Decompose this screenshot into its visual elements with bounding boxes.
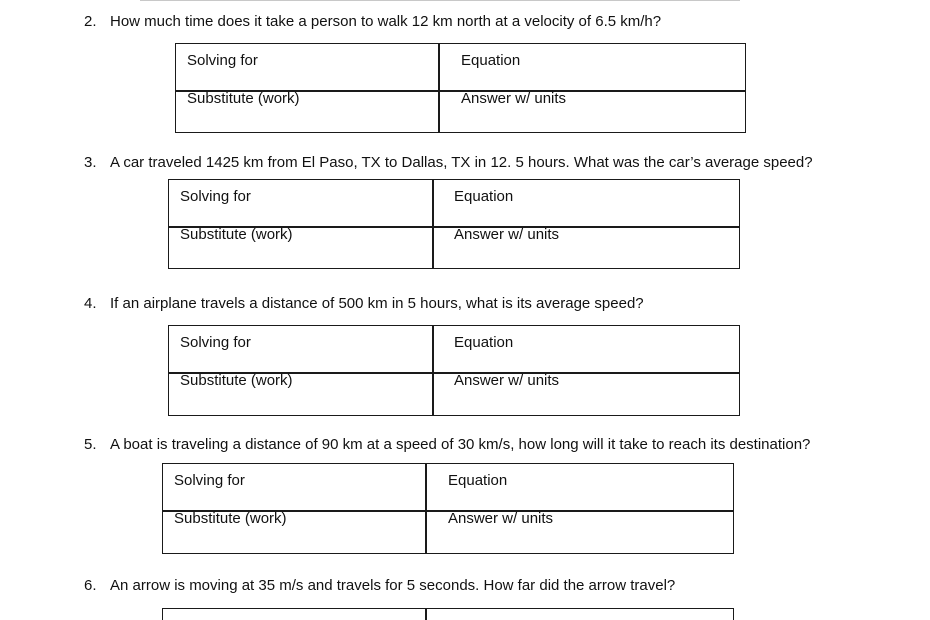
- question-number: 2.: [84, 13, 97, 30]
- question-number: 6.: [84, 577, 97, 594]
- answer-units-cell[interactable]: Answer w/ units: [454, 226, 560, 243]
- work-table-3: [168, 179, 740, 269]
- question-number: 4.: [84, 295, 97, 312]
- work-table-6-partial: [162, 608, 734, 620]
- substitute-work-cell[interactable]: Substitute (work): [180, 372, 293, 389]
- table-column-divider: [432, 180, 434, 268]
- question-4: [84, 295, 644, 313]
- question-text: An arrow is moving at 35 m/s and travels for 5 seconds. How far did the arrow travel?: [110, 577, 676, 594]
- question-number: 3.: [84, 154, 97, 171]
- question-6: [84, 577, 675, 595]
- solving-for-cell[interactable]: Solving for: [187, 52, 258, 69]
- question-3: [84, 154, 813, 172]
- question-text: How much time does it take a person to walk 12 km north at a velocity of 6.5 km/h?: [110, 13, 662, 30]
- table-column-divider: [425, 609, 427, 620]
- work-table-5: [162, 463, 734, 554]
- question-number: 5.: [84, 436, 97, 453]
- work-table-4: [168, 325, 740, 416]
- answer-units-cell[interactable]: Answer w/ units: [461, 90, 567, 107]
- answer-units-cell[interactable]: Answer w/ units: [454, 372, 560, 389]
- question-text: A boat is traveling a distance of 90 km at a speed of 30 km/s, how long will it take to reach its destination?: [110, 436, 811, 453]
- question-5: [84, 436, 810, 454]
- solving-for-cell[interactable]: Solving for: [180, 334, 251, 351]
- substitute-work-cell[interactable]: Substitute (work): [187, 90, 300, 107]
- equation-cell[interactable]: Equation: [448, 472, 508, 489]
- table-column-divider: [432, 326, 434, 415]
- table-column-divider: [425, 464, 427, 553]
- work-table-2: [175, 43, 746, 133]
- question-2: [84, 13, 661, 31]
- question-text: If an airplane travels a distance of 500 km in 5 hours, what is its average speed?: [110, 295, 644, 312]
- top-divider: [140, 0, 740, 1]
- question-text: A car traveled 1425 km from El Paso, TX to Dallas, TX in 12. 5 hours. What was the car’s average speed?: [110, 154, 813, 171]
- solving-for-cell[interactable]: Solving for: [174, 472, 245, 489]
- solving-for-cell[interactable]: Solving for: [180, 188, 251, 205]
- table-column-divider: [438, 44, 440, 132]
- equation-cell[interactable]: Equation: [454, 334, 514, 351]
- substitute-work-cell[interactable]: Substitute (work): [180, 226, 293, 243]
- answer-units-cell[interactable]: Answer w/ units: [448, 510, 554, 527]
- equation-cell[interactable]: Equation: [454, 188, 514, 205]
- substitute-work-cell[interactable]: Substitute (work): [174, 510, 287, 527]
- equation-cell[interactable]: Equation: [461, 52, 521, 69]
